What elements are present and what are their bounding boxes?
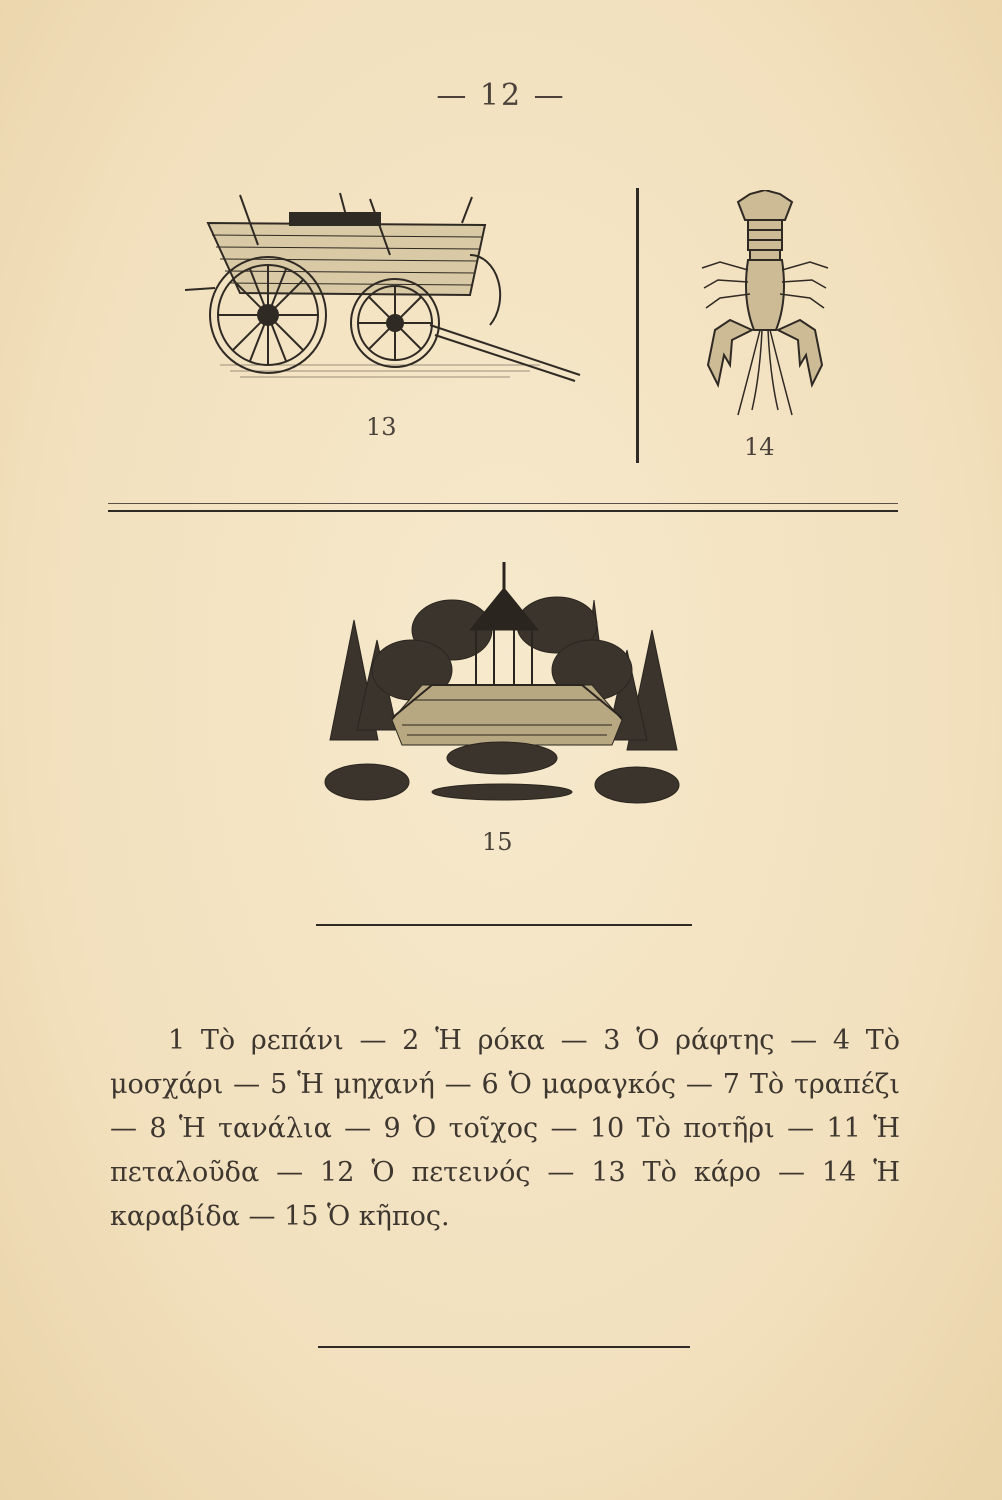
figure-13 xyxy=(180,185,590,441)
page-number: — 12 — xyxy=(436,78,566,113)
divider-rule-bottom xyxy=(318,1346,690,1348)
figure-13-number: 13 xyxy=(366,413,397,441)
figure-15-number: 15 xyxy=(482,828,513,856)
crayfish-illustration xyxy=(690,190,840,420)
figure-14 xyxy=(690,190,840,470)
section-divider xyxy=(108,503,898,512)
figure-15 xyxy=(322,560,682,860)
cart-illustration xyxy=(180,185,590,395)
vocabulary-paragraph: 1 Τὸ ρεπάνι — 2 Ἡ ρόκα — 3 Ὁ ράφτης — 4 Τὸ μοσχάρι — 5 Ἡ μηχανή — 6 Ὁ μαραγκός — 7 Τὸ τραπέζι — 8 Ἡ τανάλια — 9 Ὁ τοῖχος — 10 Τὸ ποτῆρι — 11 Ἡ πεταλοῦδα — 12 Ὁ πετεινός — 13 Τὸ κάρο — 14 Ἡ καραβίδα — 15 Ὁ κῆπος. xyxy=(110,1025,900,1232)
divider-rule-top xyxy=(316,924,692,926)
garden-illustration xyxy=(322,560,682,805)
figure-divider xyxy=(636,188,639,463)
figure-14-number: 14 xyxy=(744,433,775,461)
